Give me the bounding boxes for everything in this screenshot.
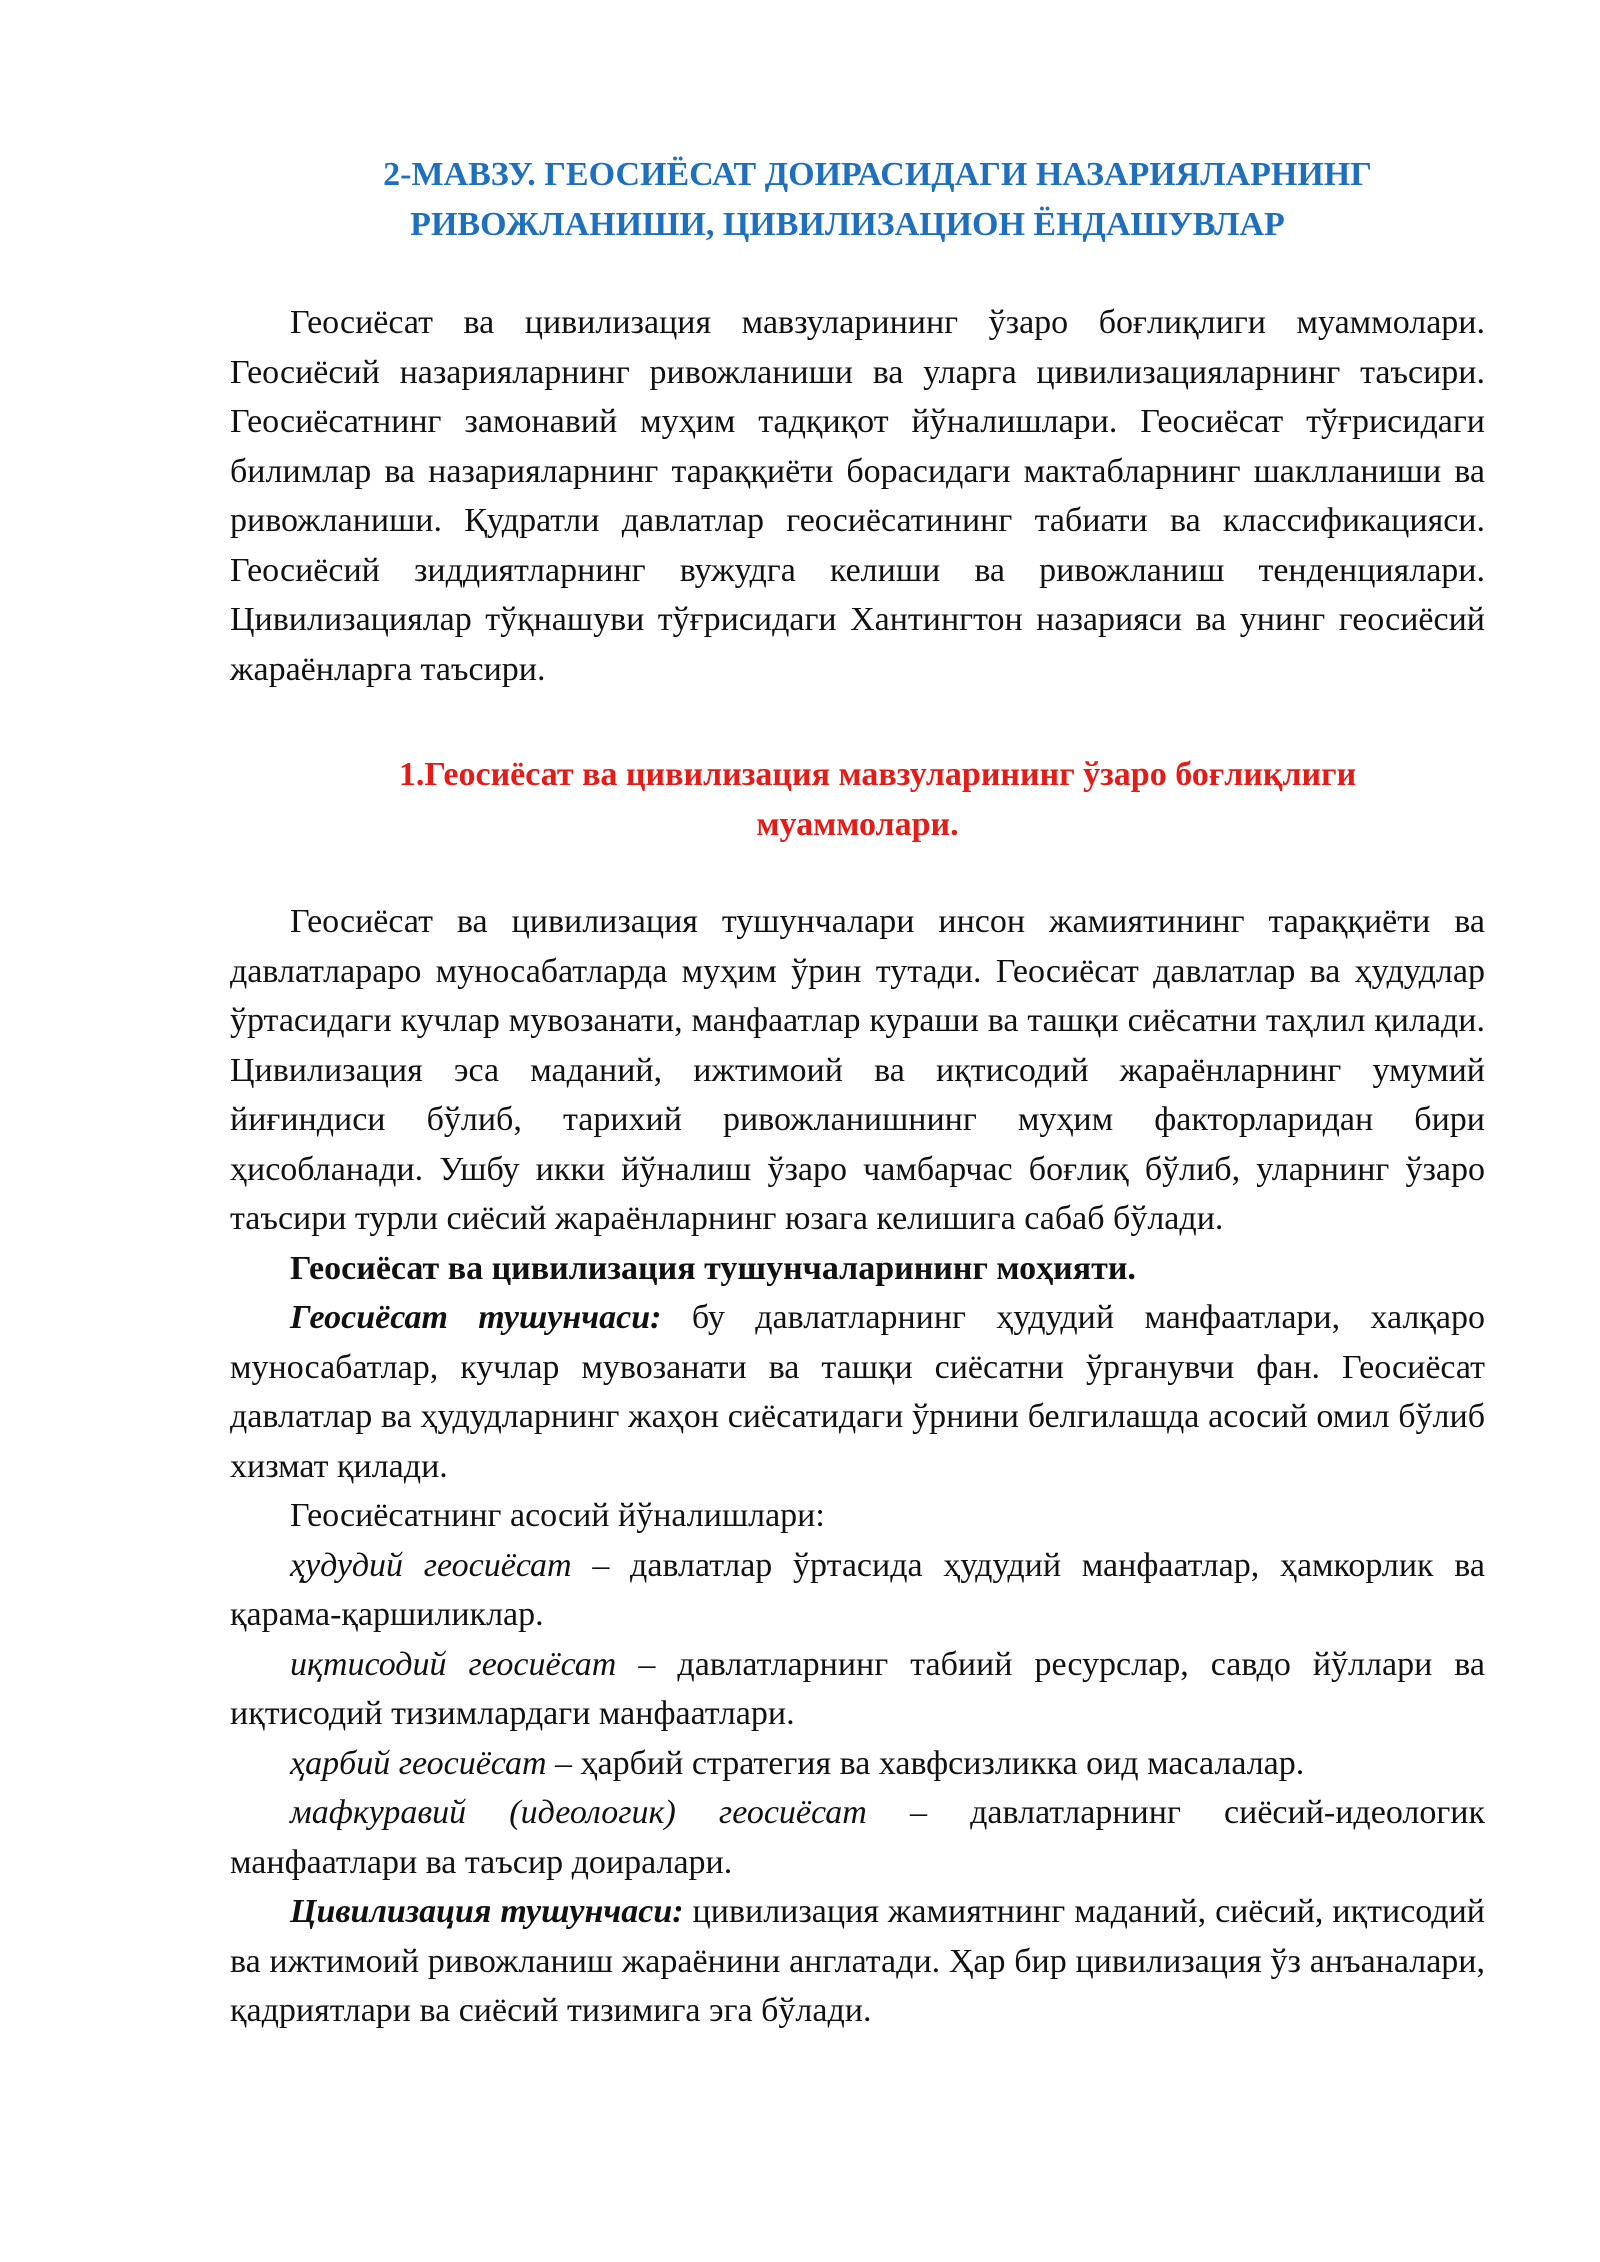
topic-summary [230, 298, 1485, 694]
section-heading-line-1: 1.Геосиёсат ва цивилизация мавзуларининг ўзаро боғлиқлиги [398, 756, 1357, 793]
subheading-paragraph [230, 1244, 1485, 1294]
civilization-term: Цивилизация тушунчаси: [290, 1893, 684, 1930]
direction-text: – ҳарбий стратегия ва хавфсизликка оид масалалар. [546, 1744, 1305, 1782]
topic-title-line-1: 2-МАВЗУ. ГЕОСИЁСАТ ДОИРАСИДАГИ НАЗАРИЯЛАРНИНГ [383, 156, 1372, 193]
section-heading-line-2: муаммолари. [756, 806, 959, 843]
direction-item [230, 1739, 1485, 1789]
direction-item [230, 1788, 1485, 1887]
direction-term: мафкуравий (идеологик) геосиёсат [290, 1794, 867, 1831]
topic-title [230, 150, 1485, 250]
direction-text: – давлатлар ўртасида ҳудудий манфаатлар, ҳамкорлик ва қарама-қаршиликлар. [230, 1546, 1485, 1633]
direction-term: ҳудудий геосиёсат [290, 1546, 572, 1584]
geopolitics-definition [230, 1293, 1485, 1491]
section-heading [230, 750, 1485, 850]
topic-title-line-2: РИВОЖЛАНИШИ, ЦИВИЛИЗАЦИОН ЁНДАШУВЛАР [410, 206, 1285, 243]
summary-paragraph: Геосиёсат ва цивилизация мавзуларининг ўзаро боғлиқлиги муаммолари. Геосиёсий назарияларнинг ривожланиши ва уларга цивилизацияларнинг таъсири. Геосиёсатнинг замонавий муҳим тадқиқот йўналишлари. Геосиёсат тўғрисидаги билимлар ва назарияларнинг тараққиёти борасидаги мактабларнинг шаклланиши ва ривожланиши. Қудратли давлатлар геосиёсатининг табиати ва классификацияси. Геосиёсий зиддиятларнинг вужудга келиши ва ривожланиш тенденциялари. Цивилизациялар тўқнашуви тўғрисидаги Хантингтон назарияси ва унинг геосиёсий жараёнларга таъсири. [230, 304, 1485, 688]
direction-text: – давлатларнинг сиёсий-идеологик манфаатлари ва таъсир доиралари. [230, 1794, 1486, 1881]
section-body [230, 897, 1485, 2036]
directions-intro: Геосиёсатнинг асосий йўналишлари: [290, 1497, 825, 1534]
direction-text: – давлатларнинг табиий ресурслар, савдо йўллари ва иқтисодий тизимлардаги манфаатлари. [230, 1645, 1485, 1732]
essence-subheading: Геосиёсат ва цивилизация тушунчаларининг моҳияти. [290, 1249, 1136, 1287]
geopolitics-term: Геосиёсат тушунчаси: [290, 1299, 662, 1336]
direction-term: иқтисодий геосиёсат [290, 1645, 617, 1683]
direction-item [230, 1541, 1485, 1640]
geopolitics-definition-text: бу давлатларнинг ҳудудий манфаатлари, халқаро муносабатлар, кучлар мувозанати ва ташқи сиёсатни ўрганувчи фан. Геосиёсат давлатлар ва ҳудудларнинг жаҳон сиёсатидаги ўрнини белгилашда асосий омил бўлиб хизмат қилади. [230, 1299, 1486, 1485]
body-paragraph: Геосиёсат ва цивилизация тушунчалари инсон жамиятининг тараққиёти ва давлатлараро муносабатларда муҳим ўрин тутади. Геосиёсат давлатлар ва ҳудудлар ўртасидаги кучлар мувозанати, манфаатлар кураши ва ташқи сиёсатни таҳлил қилади. Цивилизация эса маданий, ижтимоий ва иқтисодий жараёнларнинг умумий йиғиндиси бўлиб, тарихий ривожланишнинг муҳим факторларидан бири ҳисобланади. Ушбу икки йўналиш ўзаро чамбарчас боғлиқ бўлиб, уларнинг ўзаро таъсири турли сиёсий жараёнларнинг юзага келишига сабаб бўлади. [230, 903, 1485, 1237]
direction-term: ҳарбий геосиёсат [290, 1744, 547, 1782]
direction-item [230, 1640, 1485, 1739]
civilization-definition-text: цивилизация жамиятнинг маданий, сиёсий, иқтисодий ва ижтимоий ривожланиш жараёнини англатади. Ҳар бир цивилизация ўз анъаналари, қадриятлари ва сиёсий тизимига эга бўлади. [230, 1893, 1485, 2029]
civilization-definition [230, 1887, 1485, 2036]
